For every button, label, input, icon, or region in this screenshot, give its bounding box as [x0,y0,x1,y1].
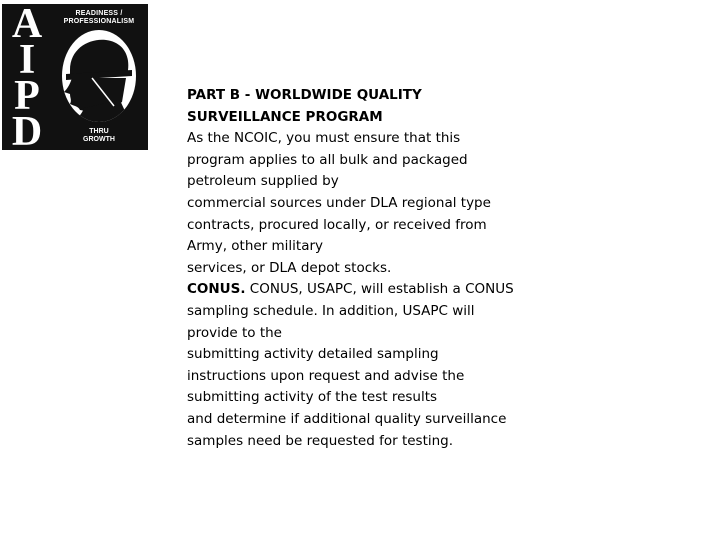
conus-label: CONUS. [187,281,246,298]
paragraph-2-line: submitting activity detailed sampling [187,346,439,363]
logo-letter-a: A [11,1,43,47]
soldier-helmet-silhouette-icon [62,30,136,122]
aipd-logo [2,1,148,155]
logo-motto-bottom-line1: THRU [89,128,109,135]
logo-motto-top-line1: READINESS / [75,10,123,17]
logo-motto-top [54,10,144,26]
paragraph-1-line: program applies to all bulk and packaged [187,151,468,168]
paragraph-1-line: petroleum supplied by [187,173,339,190]
paragraph-2-line: samples need be requested for testing. [187,432,454,449]
paragraph-1-line: Army, other military [187,238,324,255]
document-body [187,85,547,452]
logo-motto-bottom-line2: GROWTH [83,136,115,143]
section-heading-line2: SURVEILLANCE PROGRAM [187,108,383,125]
paragraph-2-line: submitting activity of the test results [187,389,438,406]
conus-first-line-text: CONUS, USAPC, will establish a CONUS [245,281,514,298]
paragraph-2-line: provide to the [187,324,282,341]
paragraph-1-line: As the NCOIC, you must ensure that this [187,130,461,147]
paragraph-2-line: and determine if additional quality surveillance [187,410,507,427]
logo-letter-i: I [18,37,36,83]
logo-emblem-panel [54,8,144,146]
paragraph-1-line: contracts, procured locally, or received from [187,216,487,233]
logo-motto-top-line2: PROFESSIONALISM [63,18,135,25]
logo-oval [62,30,136,122]
logo-letters [5,1,49,155]
logo-letter-p: P [14,73,40,119]
paragraph-2-line: instructions upon request and advise the [187,367,465,384]
logo-motto-bottom [54,128,144,144]
section-heading-line1: PART B - WORLDWIDE QUALITY [187,87,422,103]
logo-letter-d: D [11,109,43,155]
paragraph-1-line: commercial sources under DLA regional type [187,194,491,211]
paragraph-1-line: services, or DLA depot stocks. [187,259,392,276]
paragraph-2-line: sampling schedule. In addition, USAPC will [187,302,475,319]
conus-paragraph-first-line [187,279,547,301]
